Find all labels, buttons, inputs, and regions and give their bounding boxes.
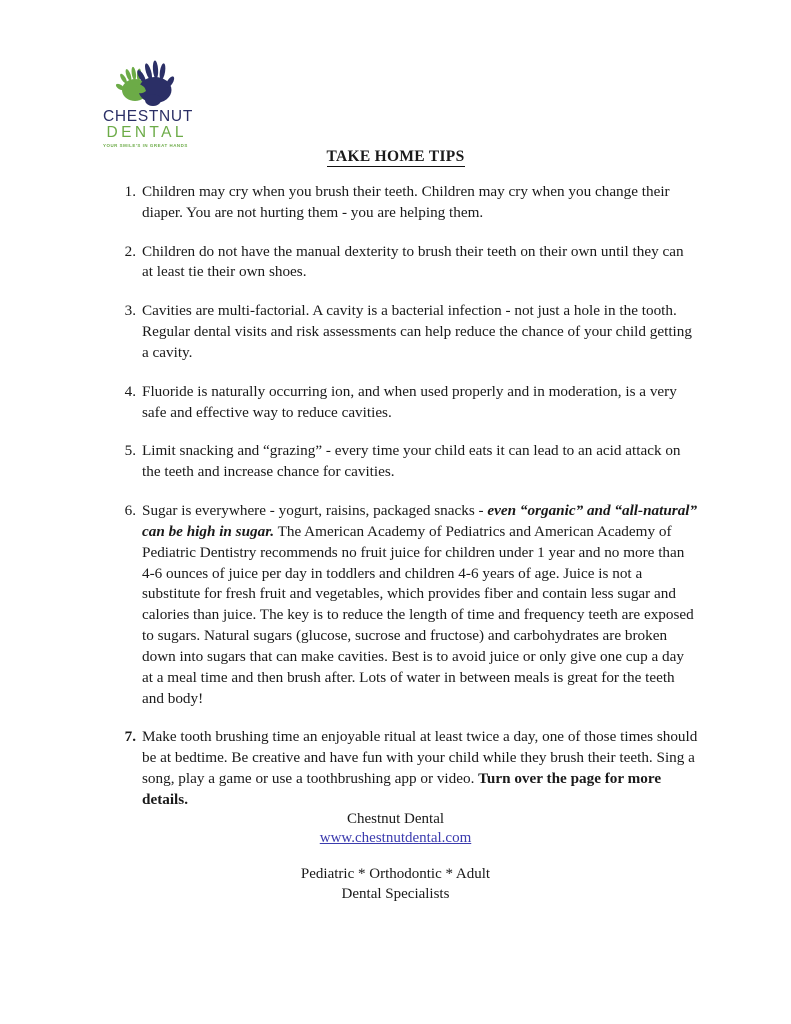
tip-text-run: Sugar is everywhere - yogurt, raisins, packaged snacks - <box>142 502 488 520</box>
tip-number: 4. <box>124 382 136 400</box>
tip-text <box>142 302 692 361</box>
logo-word-dental: DENTAL <box>106 124 187 142</box>
tip-text-run: The American Academy of Pediatrics and American Academy of Pediatric Dentistry recommends no fruit juice for children under 1 year and no more than 4-6 ounces of juice per day in toddlers and children 4-6 years of age. Juice is not a substitute for fresh fruit and vegetables, which provides fiber and contain less sugar and calories than juice. The key is to reduce the length of time and frequency teeth are exposed to sugars. Natural sugars (glucose, sucrose and fructose) and carbohydrates are broken down into sugars that can make cavities. Best is to avoid juice or only give one cup a day at a meal time and then brush after. Lots of water in between meals is great for the teeth and body! <box>142 522 694 707</box>
tip-text <box>142 728 697 807</box>
tip-item <box>112 727 698 810</box>
tip-item <box>112 182 698 224</box>
tip-text-run: Children may cry when you brush their teeth. Children may cry when you change their diaper. You are not hurting them - you are helping them. <box>142 183 670 221</box>
tip-item <box>112 501 698 709</box>
footer-website-link[interactable]: www.chestnutdental.com <box>319 830 472 847</box>
tip-text-run: Fluoride is naturally occurring ion, and when used properly and in moderation, is a very safe and effective way to reduce cavities. <box>142 382 677 421</box>
handprints-icon <box>103 60 187 108</box>
tip-text-run: Children do not have the manual dexterity to brush their teeth on their own until they can at least tie their own shoes. <box>142 242 684 281</box>
tip-text-run: Limit snacking and “grazing” - every time your child eats it can lead to an acid attack on the teeth and increase chance for cavities. <box>142 442 681 481</box>
footer-practice-name: Chestnut Dental <box>346 811 445 827</box>
tip-text-run: Cavities are multi-factorial. A cavity is a bacterial infection - not just a hole in the tooth. Regular dental visits and risk assessments can help reduce the chance of your child getting a cavity. <box>142 302 692 361</box>
tip-item <box>112 242 698 284</box>
tip-number: 5. <box>124 442 136 460</box>
tip-number: 7. <box>124 728 136 746</box>
tip-text-run: Turn over the page for more details. <box>142 770 662 808</box>
tip-text-run: Make tooth brushing time an enjoyable ritual at least twice a day, one of those times should be at bedtime. Be creative and have fun with your child while they brush their teeth. Sing a song, play a game or use a toothbrushing app or video. <box>142 728 698 788</box>
tip-text <box>142 243 684 281</box>
tip-item <box>112 301 698 363</box>
tip-number: 2. <box>124 242 136 260</box>
chestnut-dental-logo <box>103 60 193 149</box>
tip-text <box>142 442 681 480</box>
tip-number: 6. <box>124 502 136 520</box>
tip-number: 3. <box>124 302 136 320</box>
footer-spacer <box>0 848 791 865</box>
tip-item <box>112 382 698 424</box>
tip-text <box>142 383 677 421</box>
logo-word-chestnut: CHESTNUT <box>103 108 193 125</box>
footer-specialties-line-2: Dental Specialists <box>341 885 450 902</box>
tips-list <box>112 182 698 811</box>
document-footer <box>0 810 791 904</box>
tip-number: 1. <box>124 183 136 200</box>
logo-tagline: YOUR SMILE'S IN GREAT HANDS <box>103 143 188 149</box>
page-title <box>0 148 791 166</box>
footer-specialties-line-1: Pediatric * Orthodontic * Adult <box>300 866 491 883</box>
tip-item <box>112 441 698 483</box>
tip-text <box>142 502 697 706</box>
tip-text <box>142 183 670 221</box>
tip-text-run: even “organic” and “all-natural” can be high in sugar. <box>142 502 698 540</box>
page-title-text: TAKE HOME TIPS <box>326 148 465 165</box>
